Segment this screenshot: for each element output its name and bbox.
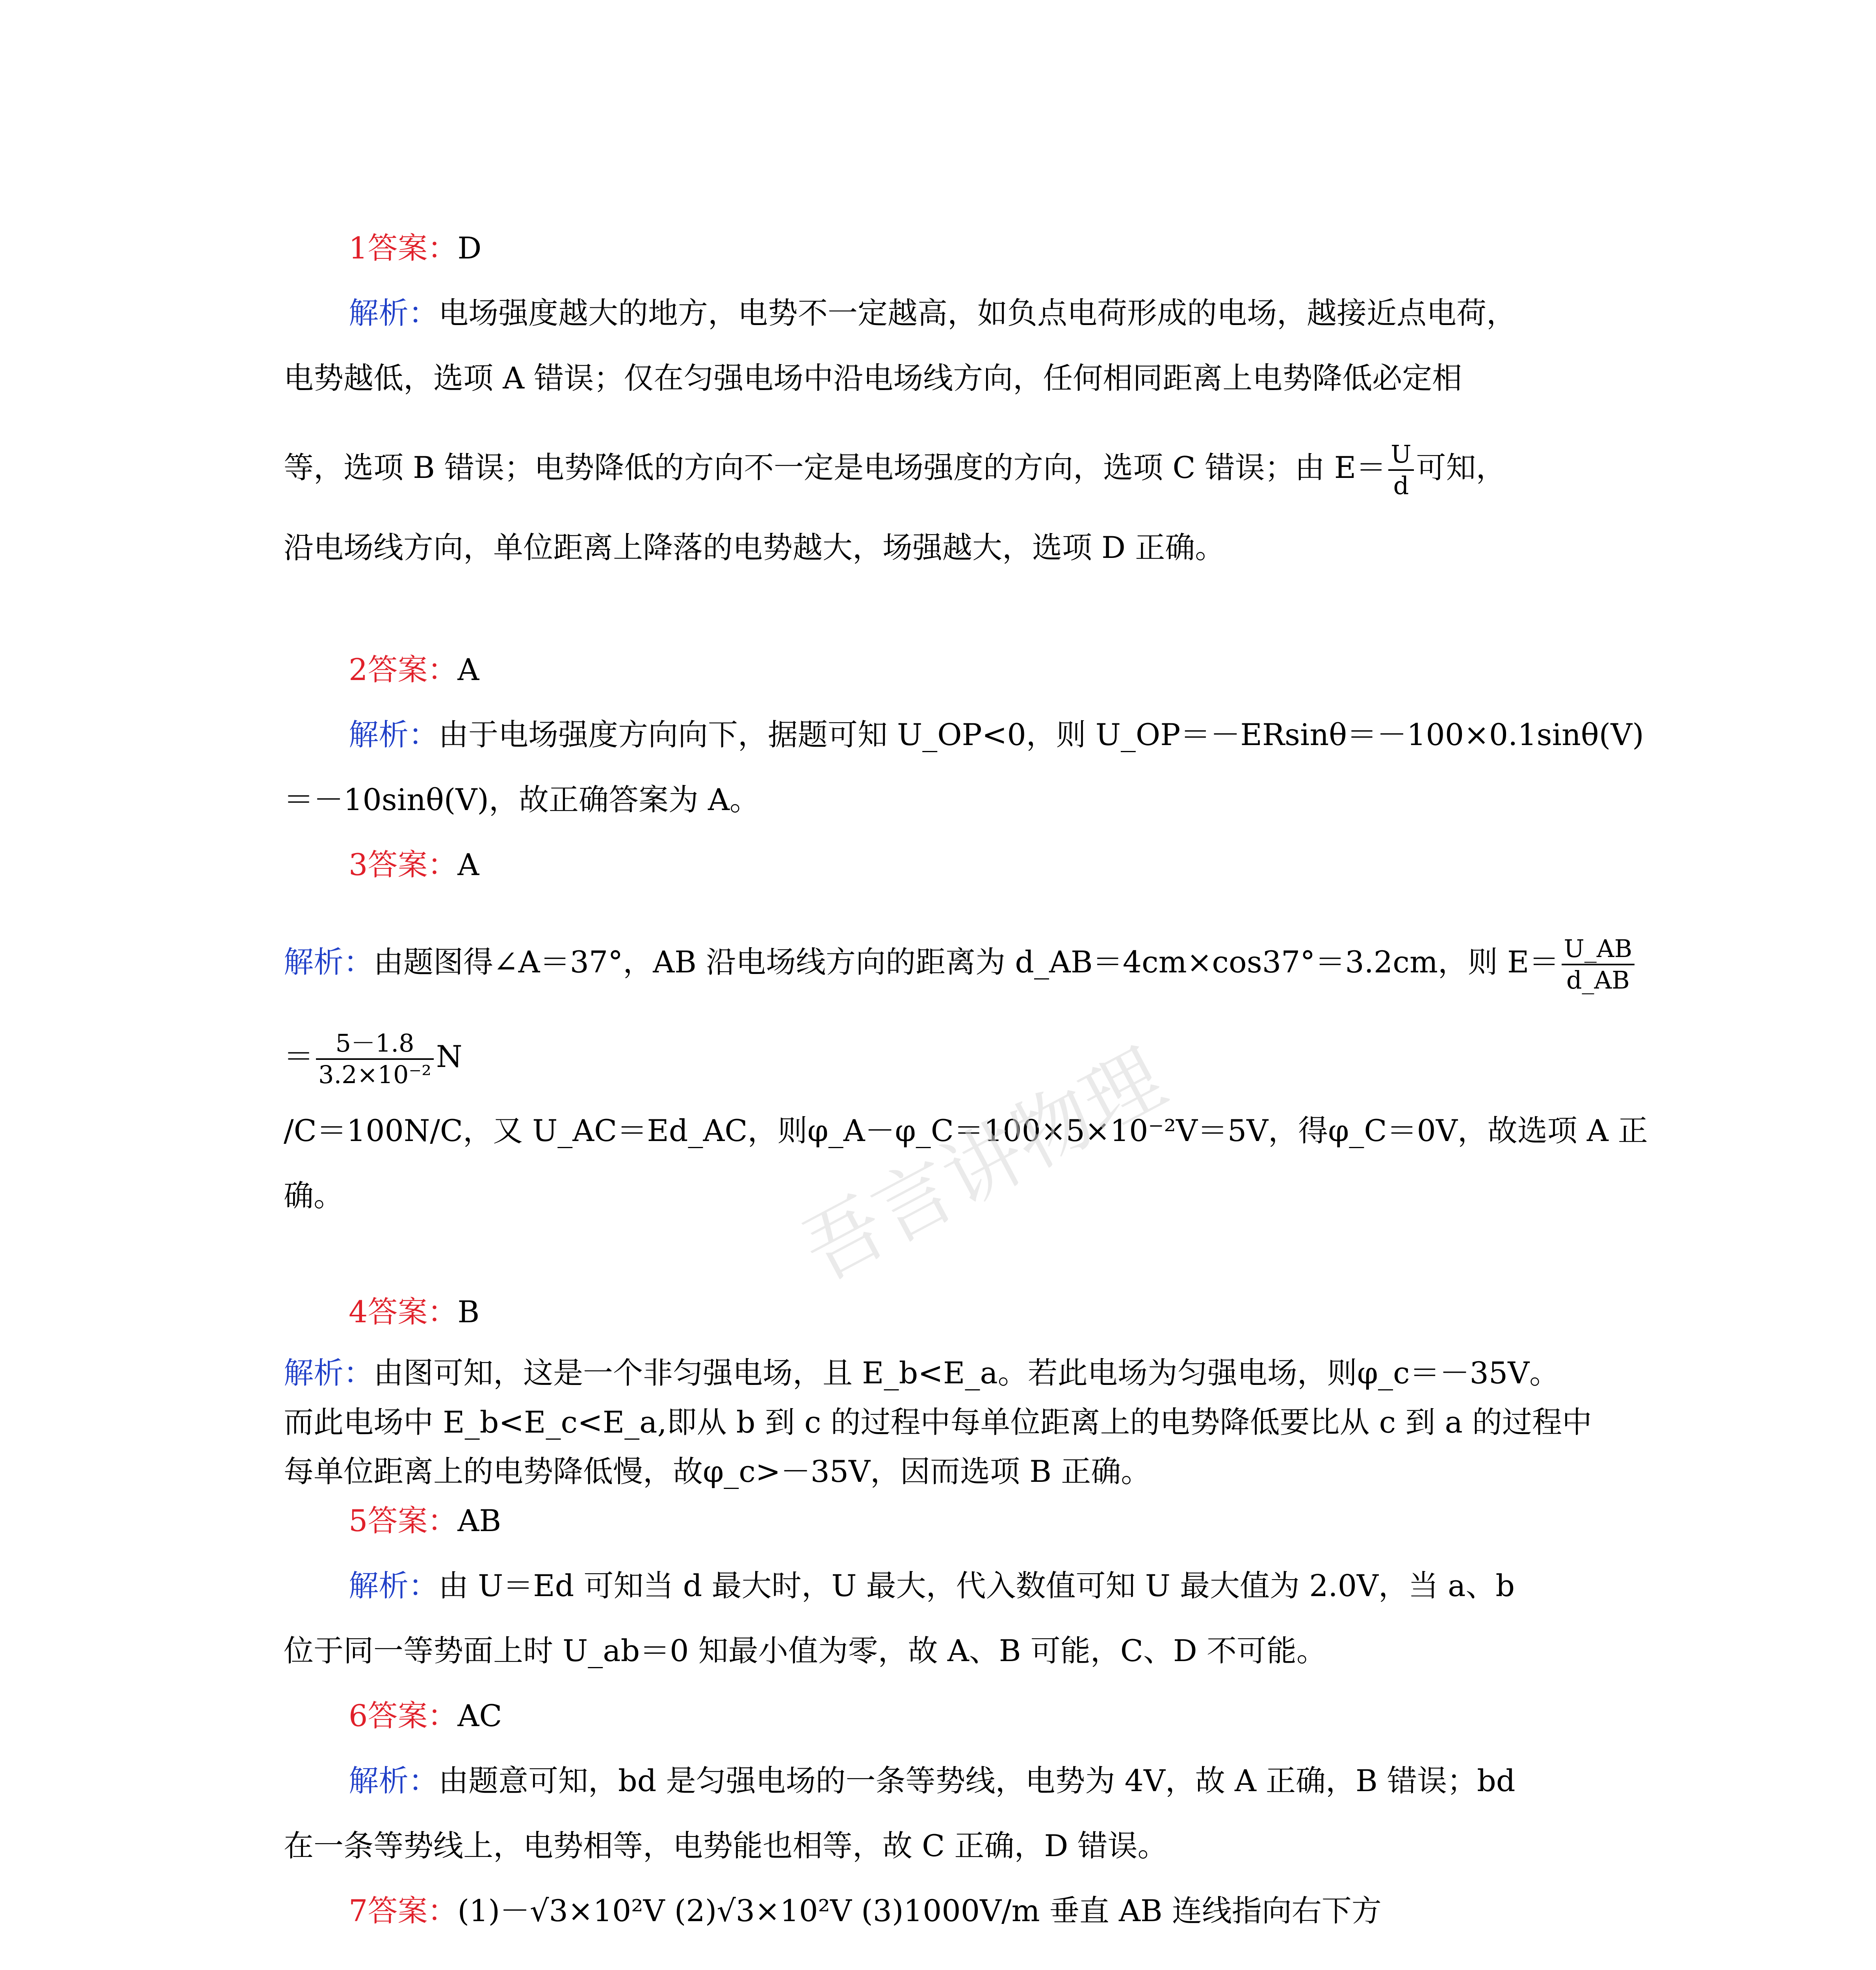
q4-text-1: 由图可知，这是一个非匀强电场，且 E_b<E_a。若此电场为匀强电场，则φ_c＝－35V。 [373, 1355, 1560, 1390]
q1-text-3a: 等，选项 B 错误；电势降低的方向不一定是电场强度的方向，选项 C 错误；由 E＝ [284, 450, 1386, 485]
q3-text-1a: 由题图得∠A＝37°，AB 沿电场线方向的距离为 d_AB＝4cm×cos37°＝3.2cm，则 E＝ [373, 944, 1559, 979]
q5-text-1: 由 U＝Ed 可知当 d 最大时，U 最大，代入数值可知 U 最大值为 2.0V，当 a、b [438, 1568, 1515, 1603]
q2-text-2: ＝－10sinθ(V)，故正确答案为 A。 [284, 782, 760, 817]
q1-text-2: 电势越低，选项 A 错误；仅在匀强电场中沿电场线方向，任何相同距离上电势降低必定相 [284, 361, 1462, 396]
q2-number: 2 [349, 652, 368, 687]
q1-text-1: 电场强度越大的地方，电势不一定越高，如负点电荷形成的电场，越接近点电荷， [438, 296, 1516, 331]
q3-text-4: 确。 [284, 1178, 344, 1213]
q1-answer: D [457, 230, 482, 266]
document-page: 1答案：D 解析：电场强度越大的地方，电势不一定越高，如负点电荷形成的电场，越接近点电荷， 电势越低，选项 A 错误；仅在匀强电场中沿电场线方向，任何相同距离上电势降低必定相 等，选项 B 错误；电势降低的方向不一定是电场强度的方向，选项 C 错误；由 E＝ $\frac{U}{d}$ 可知， 沿电场线方向，单位距离上降落的电势越大，场强越大，选项 D 正确。 2答案：A 解析：由于电场强度方向向下，据题可知 U_OP<0，则 U_OP＝－ERsinθ＝－100×0.1sinθ(V) ＝－10sinθ(V)，故正确答案为 A。 3答案：A 解析：由题图得∠A＝37°，AB 沿电场线方向的距离为 d_AB＝4cm×cos37°＝3.2cm，则 E＝ $\frac{U\_AB}{d\_AB}$ ＝ $\frac{5-1.8}{\text{3.2×10⁻²}}$ N /C＝100N/C，又 U_AC＝Ed_AC，则φ_A－φ_C＝100×5×10⁻²V＝5V，得φ_C＝0V，故选项 A 正 确。 4答案：B 解析：由图可知，这是一个非匀强电场，且 E_b<E_a。若此电场为匀强电场，则φ_c＝－35V。 而此电场中 E_b<E_c<E_a,即从 b 到 c 的过程中每单位距离上的电势降低要比从 c 到 a 的过程中 每单位距离上的电势降低慢，故φ_c>－35V，因而选项 B 正确。 5答案：AB 解析：由 U＝Ed 可知当 d 最大时，U 最大，代入数值可知 U 最大值为 2.0V，当 a、b 位于同一等势面上时 U_ab＝0 知最小值为零，故 A、B 可能，C、D 不可能。 6答案：AC 解析：由题意可知，bd 是匀强电场的一条等势线，电势为 4V，故 A 正确，B 错误；bd 在一条等势线上，电势相等，电势能也相等，故 C 正确，D 错误。 7答案：(1)－√3×10²V (2)√3×10²V (3)1000V/m 垂直 AB 连线指向右下方 吾言讲物理 [284, 230, 1648, 1928]
q1-number: 1 [349, 230, 368, 266]
q3-fraction-1: $\frac{U\_AB}{d\_AB}$ [1562, 934, 1635, 995]
q3-answer: A [457, 847, 479, 882]
q7-answer: (1)－√3×10²V (2)√3×10²V (3)1000V/m 垂直 AB 连线指向右下方 [457, 1893, 1382, 1928]
watermark: 吾言讲物理 [788, 1032, 1179, 1298]
q2-answer: A [457, 652, 479, 687]
analysis-label: 解析： [349, 296, 438, 331]
q5-answer: AB [457, 1503, 502, 1538]
q4-text-3: 每单位距离上的电势降低慢，故φ_c>－35V，因而选项 B 正确。 [284, 1454, 1151, 1489]
q1-fraction: $\frac{U}{d}$ [1388, 439, 1414, 501]
q4-answer: B [457, 1294, 480, 1329]
q5-number: 5 [349, 1503, 368, 1538]
q5-text-2: 位于同一等势面上时 U_ab＝0 知最小值为零，故 A、B 可能，C、D 不可能。 [284, 1633, 1326, 1668]
q7-number: 7 [349, 1893, 368, 1928]
q2-text-1: 由于电场强度方向向下，据题可知 U_OP<0，则 U_OP＝－ERsinθ＝－100×0.1sinθ(V) [438, 717, 1644, 752]
q1-text-4: 沿电场线方向，单位距离上降落的电势越大，场强越大，选项 D 正确。 [284, 530, 1225, 565]
answer-label: 答案： [368, 230, 458, 266]
q3-fraction-2: $\frac{5-1.8}{\text{3.2×10⁻²}}$ [316, 1028, 434, 1090]
q3-number: 3 [349, 847, 368, 882]
q1-text-3b: 可知， [1416, 450, 1506, 485]
q6-text-1: 由题意可知，bd 是匀强电场的一条等势线，电势为 4V，故 A 正确，B 错误；bd [438, 1763, 1516, 1798]
q4-number: 4 [349, 1294, 368, 1329]
q6-text-2: 在一条等势线上，电势相等，电势能也相等，故 C 正确，D 错误。 [284, 1828, 1168, 1863]
q4-text-2: 而此电场中 E_b<E_c<E_a,即从 b 到 c 的过程中每单位距离上的电势降低要比从 c 到 a 的过程中 [284, 1405, 1592, 1440]
q6-number: 6 [349, 1698, 368, 1733]
q3-text-3: /C＝100N/C，又 U_AC＝Ed_AC，则φ_A－φ_C＝100×5×10⁻²V＝5V，得φ_C＝0V，故选项 A 正 [284, 1113, 1648, 1148]
q6-answer: AC [457, 1698, 502, 1733]
